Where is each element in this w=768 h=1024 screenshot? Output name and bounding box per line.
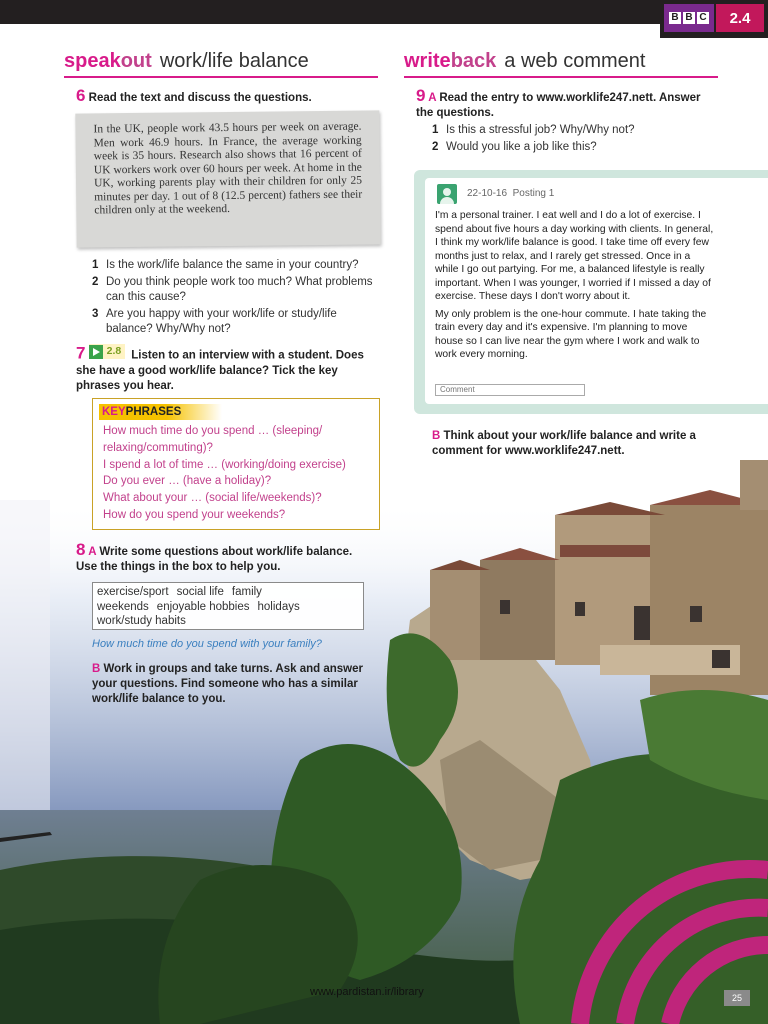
word-box bbox=[92, 582, 364, 630]
word: holidays bbox=[257, 600, 300, 613]
post-paragraph: My only problem is the one-hour commute. I hate taking the train every day and it's expensive. I'm planning to move house so I can live near the gym where I work and walk to work every morning. bbox=[435, 308, 707, 360]
key-phrase: How much time do you spend … (sleeping/ bbox=[103, 425, 323, 437]
question-item: 1 Is the work/life balance the same in your country? bbox=[92, 259, 359, 271]
question-item: 2 Would you like a job like this? bbox=[432, 141, 597, 153]
word: enjoyable hobbies bbox=[156, 600, 250, 613]
web-post bbox=[425, 178, 768, 404]
key-phrase: relaxing/commuting)? bbox=[103, 441, 213, 454]
word: exercise/sport bbox=[97, 586, 169, 598]
key-phrase: What about your … (social life/weekends)? bbox=[103, 492, 322, 505]
exercise-9b-instruction: B Think about your work/life balance and write a comment for www.worklife247.nett. bbox=[432, 430, 696, 457]
user-avatar-icon bbox=[437, 184, 457, 204]
exercise-8b-instruction: B Work in groups and take turns. Ask and answer your questions. Find someone who has a similar work/life balance to you. bbox=[92, 663, 363, 705]
key-phrase: I spend a lot of time … (working/doing exercise) bbox=[103, 458, 346, 471]
post-body bbox=[435, 209, 715, 366]
reading-text-card: In the UK, people work 43.5 hours per week on average. Men work 46.9 hours. In France, the average working week is 35 hours. Research also shows that 16 percent of UK workers work over 60 hours per week. At home in the UK, working parents play with their children for only 25 minutes per day. 1 out of 8 (12.5 percent) fathers see their children only at the weekend. bbox=[75, 110, 380, 247]
example-question: How much time do you spend with your family? bbox=[92, 638, 322, 650]
page-number: 25 bbox=[724, 990, 750, 1006]
question-item: 2 Do you think people work too much? What problems can this cause? bbox=[92, 276, 373, 303]
key-phrase: How do you spend your weekends? bbox=[103, 508, 286, 521]
key-phrases-title: KEYPHRASES bbox=[99, 404, 222, 420]
key-phrases-box bbox=[92, 398, 380, 530]
audio-track-button[interactable]: 2.8 bbox=[89, 344, 126, 359]
exercise-6-instruction: 6 Read the text and discuss the questions. bbox=[76, 86, 312, 105]
exercise-7-instruction: 7 2.8 Listen to an interview with a student. Does she have a good work/life balance? Tick the key phrases you hear. bbox=[76, 343, 364, 392]
bbc-logo: B B C bbox=[664, 4, 714, 32]
exercise-9-questions bbox=[432, 123, 722, 157]
word: social life bbox=[176, 586, 224, 598]
speakout-heading: speakout work/life balance bbox=[64, 50, 378, 78]
exercise-6-questions bbox=[92, 258, 382, 339]
play-icon bbox=[89, 345, 103, 359]
exercise-9a-instruction: 9 A Read the entry to www.worklife247.nett. Answer the questions. bbox=[416, 86, 701, 119]
word: family bbox=[231, 586, 262, 598]
word: weekends bbox=[97, 600, 149, 613]
post-paragraph: I'm a personal trainer. I eat well and I do a lot of exercise. I spend about five hours a day working with clients. In general, I think my work/life balance is good. I take time off every few months just to relax, and I rarely get stressed. Once in a while I go out partying. For me, a balanced lifestyle is really important. When I was younger, I worried if I missed a day of exercise. These days I don't worry about it. bbox=[435, 210, 714, 302]
question-item: 3 Are you happy with your work/life or study/life balance? Why/Why not? bbox=[92, 308, 337, 335]
writeback-heading: writeback a web comment bbox=[404, 50, 718, 78]
post-meta: 22-10-16 Posting 1 bbox=[467, 188, 555, 199]
footer-url: www.pardistan.ir/library bbox=[310, 986, 424, 998]
comment-input[interactable] bbox=[435, 384, 585, 396]
word: work/study habits bbox=[97, 615, 186, 627]
unit-number: 2.4 bbox=[716, 4, 764, 32]
exercise-8a-instruction: 8 A Write some questions about work/life balance. Use the things in the box to help you. bbox=[76, 540, 353, 573]
question-item: 1 Is this a stressful job? Why/Why not? bbox=[432, 124, 635, 136]
key-phrase: Do you ever … (have a holiday)? bbox=[103, 475, 272, 488]
top-bar bbox=[0, 0, 768, 24]
